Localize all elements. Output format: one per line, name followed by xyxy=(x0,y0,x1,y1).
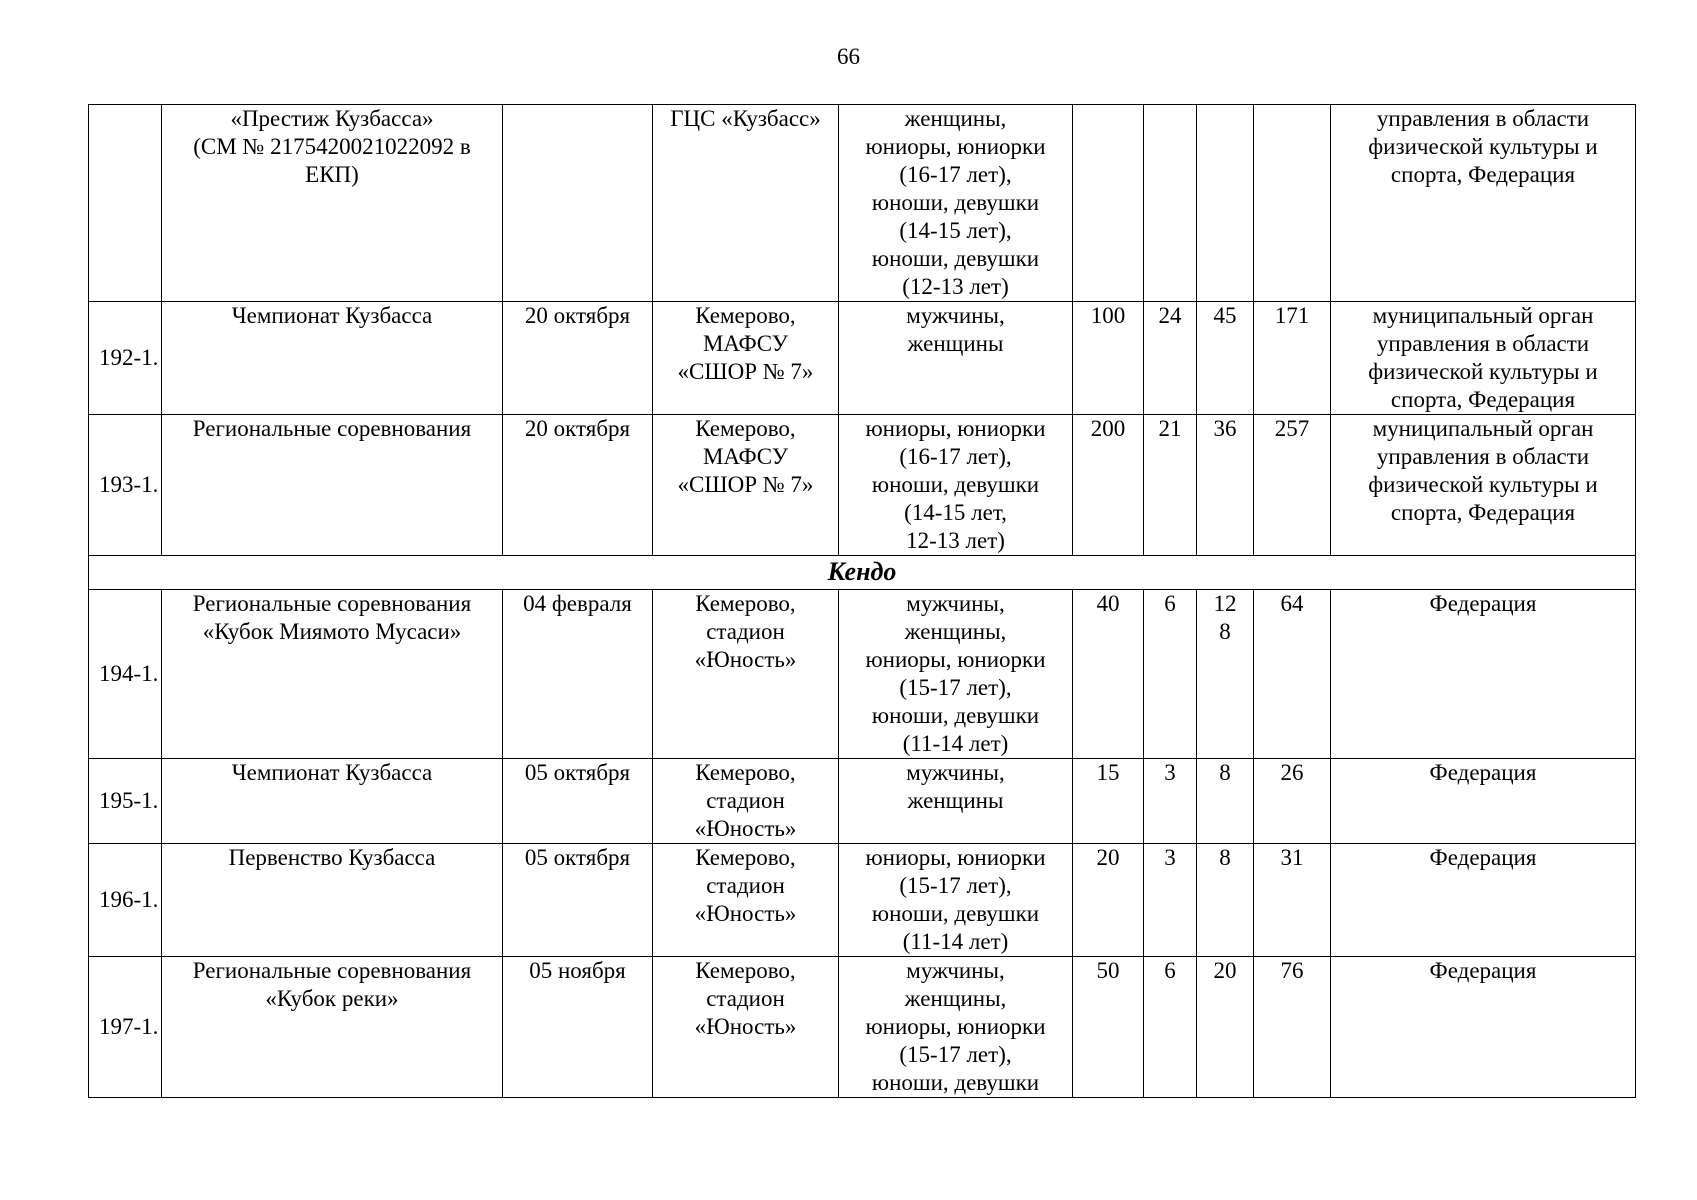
cell-line: 31 xyxy=(1280,845,1304,870)
cell-line: 05 ноября xyxy=(529,958,626,983)
cell-line: «СШОР № 7» xyxy=(677,472,814,497)
athletes-count-cell xyxy=(1073,415,1144,556)
table-row xyxy=(89,844,1636,957)
section-row xyxy=(89,556,1636,590)
cell-line: (16-17 лет), xyxy=(899,162,1012,187)
cell-line: 20 xyxy=(1096,845,1120,870)
athletes-count-cell xyxy=(1073,302,1144,415)
cell-line: Региональные соревнования xyxy=(192,416,472,441)
organizer-cell xyxy=(1331,844,1636,957)
officials-count-cell xyxy=(1197,590,1254,759)
athletes-count-cell xyxy=(1073,957,1144,1098)
total-count-cell xyxy=(1254,590,1331,759)
officials-count-cell xyxy=(1197,957,1254,1098)
row-number-cell: 196-1. xyxy=(89,844,162,957)
venue-cell xyxy=(653,844,839,957)
officials-count-cell xyxy=(1197,302,1254,415)
cell-line: мужчины, xyxy=(906,303,1005,328)
cell-line: 12-13 лет) xyxy=(906,528,1005,553)
cell-line: 8 xyxy=(1219,845,1231,870)
cell-line: 26 xyxy=(1280,760,1304,785)
row-number-cell: 194-1. xyxy=(89,590,162,759)
coaches-count-cell xyxy=(1144,590,1197,759)
row-number-cell: 197-1. xyxy=(89,957,162,1098)
cell-line: (11-14 лет) xyxy=(902,731,1009,756)
venue-cell xyxy=(653,105,839,302)
event-name-cell xyxy=(162,759,503,844)
cell-line: спорта, Федерация xyxy=(1390,387,1576,412)
cell-line: Чемпионат Кузбасса xyxy=(231,303,433,328)
officials-count-cell xyxy=(1197,844,1254,957)
cell-line: 76 xyxy=(1280,958,1304,983)
cell-line: «Юность» xyxy=(694,816,797,841)
participant-groups-cell xyxy=(839,105,1073,302)
athletes-count-cell xyxy=(1073,759,1144,844)
cell-line: 200 xyxy=(1090,416,1126,441)
participant-groups-cell xyxy=(839,415,1073,556)
cell-line: «Юность» xyxy=(694,901,797,926)
cell-line: стадион xyxy=(706,986,785,1011)
officials-count-cell xyxy=(1197,415,1254,556)
cell-line: Первенство Кузбасса xyxy=(228,845,436,870)
cell-line: 3 xyxy=(1164,760,1176,785)
cell-line: Чемпионат Кузбасса xyxy=(231,760,433,785)
table-row xyxy=(89,302,1636,415)
cell-line: спорта, Федерация xyxy=(1390,500,1576,525)
table-row xyxy=(89,957,1636,1098)
venue-cell xyxy=(653,302,839,415)
coaches-count-cell xyxy=(1144,415,1197,556)
cell-line: спорта, Федерация xyxy=(1390,162,1576,187)
cell-line: женщины, xyxy=(904,619,1007,644)
date-cell xyxy=(503,957,653,1098)
cell-line: 04 февраля xyxy=(523,591,632,616)
event-name-cell xyxy=(162,590,503,759)
coaches-count-cell xyxy=(1144,957,1197,1098)
cell-line: 6 xyxy=(1164,958,1176,983)
cell-line: управления в области xyxy=(1376,444,1590,469)
cell-line: 8 xyxy=(1219,760,1231,785)
cell-line: физической культуры и xyxy=(1368,134,1598,159)
total-count-cell xyxy=(1254,844,1331,957)
cell-line: женщины, xyxy=(904,986,1007,1011)
cell-line: мужчины, xyxy=(906,591,1005,616)
cell-line: 100 xyxy=(1090,303,1126,328)
participant-groups-cell xyxy=(839,844,1073,957)
cell-line: «Кубок Миямото Мусаси» xyxy=(202,619,462,644)
cell-line: 12 xyxy=(1213,591,1237,616)
cell-line: Кемерово, xyxy=(695,416,796,441)
cell-line: Кемерово, xyxy=(695,958,796,983)
event-name-cell xyxy=(162,844,503,957)
cell-line: Региональные соревнования xyxy=(192,958,472,983)
participant-groups-cell xyxy=(839,759,1073,844)
cell-line: юноши, девушки xyxy=(871,246,1040,271)
cell-line: 257 xyxy=(1274,416,1310,441)
cell-line: юноши, девушки xyxy=(871,901,1040,926)
cell-line: женщины xyxy=(907,788,1004,813)
event-name-cell xyxy=(162,105,503,302)
cell-line: Кемерово, xyxy=(695,760,796,785)
cell-line: мужчины, xyxy=(906,958,1005,983)
date-cell xyxy=(503,302,653,415)
participant-groups-cell xyxy=(839,302,1073,415)
cell-line: (11-14 лет) xyxy=(902,929,1009,954)
cell-line: 6 xyxy=(1164,591,1176,616)
table-row xyxy=(89,415,1636,556)
organizer-cell xyxy=(1331,590,1636,759)
event-name-cell xyxy=(162,302,503,415)
cell-line: юниоры, юниорки xyxy=(865,845,1046,870)
total-count-cell xyxy=(1254,957,1331,1098)
cell-line: 20 октября xyxy=(524,416,631,441)
cell-line: управления в области xyxy=(1376,331,1590,356)
athletes-count-cell xyxy=(1073,590,1144,759)
table-body xyxy=(89,105,1636,1098)
table-row xyxy=(89,759,1636,844)
cell-line: 171 xyxy=(1274,303,1310,328)
cell-line: МАФСУ xyxy=(702,331,789,356)
participant-groups-cell xyxy=(839,957,1073,1098)
cell-line: Федерация xyxy=(1429,845,1537,870)
coaches-count-cell xyxy=(1144,844,1197,957)
cell-line: юниоры, юниорки xyxy=(865,416,1046,441)
date-cell xyxy=(503,844,653,957)
cell-line: «Юность» xyxy=(694,1014,797,1039)
cell-line: стадион xyxy=(706,788,785,813)
cell-line: 50 xyxy=(1096,958,1120,983)
cell-line: 64 xyxy=(1280,591,1304,616)
organizer-cell xyxy=(1331,105,1636,302)
cell-line: управления в области xyxy=(1376,106,1590,131)
cell-line: «Кубок реки» xyxy=(265,986,399,1011)
athletes-count-cell xyxy=(1073,844,1144,957)
cell-line: 36 xyxy=(1213,416,1237,441)
cell-line: стадион xyxy=(706,619,785,644)
event-name-cell xyxy=(162,415,503,556)
cell-line: юноши, девушки xyxy=(871,190,1040,215)
cell-line: МАФСУ xyxy=(702,444,789,469)
cell-line: ГЦС «Кузбасс» xyxy=(670,106,821,131)
cell-line: 20 октября xyxy=(524,303,631,328)
cell-line: мужчины, xyxy=(906,760,1005,785)
cell-line: (СМ № 2175420021022092 в xyxy=(193,134,471,159)
cell-line: юниоры, юниорки xyxy=(865,1014,1046,1039)
organizer-cell xyxy=(1331,957,1636,1098)
date-cell xyxy=(503,415,653,556)
cell-line: Кемерово, xyxy=(695,303,796,328)
cell-line: Федерация xyxy=(1429,958,1537,983)
cell-line: 20 xyxy=(1213,958,1237,983)
venue-cell xyxy=(653,759,839,844)
cell-line: 8 xyxy=(1219,619,1231,644)
table-row xyxy=(89,105,1636,302)
total-count-cell xyxy=(1254,759,1331,844)
row-number-cell xyxy=(89,105,162,302)
athletes-count-cell xyxy=(1073,105,1144,302)
section-heading: Кендо xyxy=(89,556,1636,590)
cell-line: Кемерово, xyxy=(695,591,796,616)
cell-line: муниципальный орган xyxy=(1372,416,1594,441)
cell-line: (15-17 лет), xyxy=(899,873,1012,898)
organizer-cell xyxy=(1331,759,1636,844)
cell-line: 15 xyxy=(1096,760,1120,785)
cell-line: 05 октября xyxy=(524,760,631,785)
cell-line: юниоры, юниорки xyxy=(865,134,1046,159)
cell-line: «Престиж Кузбасса» xyxy=(230,106,434,131)
cell-line: (15-17 лет), xyxy=(899,1042,1012,1067)
date-cell xyxy=(503,105,653,302)
cell-line: физической культуры и xyxy=(1368,359,1598,384)
cell-line: Федерация xyxy=(1429,760,1537,785)
cell-line: юниоры, юниорки xyxy=(865,647,1046,672)
row-number-cell: 195-1. xyxy=(89,759,162,844)
venue-cell xyxy=(653,415,839,556)
venue-cell xyxy=(653,590,839,759)
cell-line: 3 xyxy=(1164,845,1176,870)
cell-line: Кемерово, xyxy=(695,845,796,870)
row-number-cell: 193-1. xyxy=(89,415,162,556)
cell-line: юноши, девушки xyxy=(871,703,1040,728)
row-number-cell: 192-1. xyxy=(89,302,162,415)
cell-line: (14-15 лет, xyxy=(904,500,1007,525)
participant-groups-cell xyxy=(839,590,1073,759)
cell-line: женщины xyxy=(907,331,1004,356)
cell-line: женщины, xyxy=(904,106,1007,131)
cell-line: (15-17 лет), xyxy=(899,675,1012,700)
officials-count-cell xyxy=(1197,105,1254,302)
cell-line: (16-17 лет), xyxy=(899,444,1012,469)
cell-line: 21 xyxy=(1158,416,1182,441)
cell-line: Региональные соревнования xyxy=(192,591,472,616)
coaches-count-cell xyxy=(1144,302,1197,415)
total-count-cell xyxy=(1254,415,1331,556)
cell-line: юноши, девушки xyxy=(871,1070,1040,1095)
cell-line: 05 октября xyxy=(524,845,631,870)
cell-line: 40 xyxy=(1096,591,1120,616)
organizer-cell xyxy=(1331,415,1636,556)
cell-line: 45 xyxy=(1213,303,1237,328)
cell-line: (12-13 лет) xyxy=(902,274,1009,299)
cell-line: физической культуры и xyxy=(1368,472,1598,497)
cell-line: «Юность» xyxy=(694,647,797,672)
table-row xyxy=(89,590,1636,759)
cell-line: (14-15 лет), xyxy=(899,218,1012,243)
cell-line: «СШОР № 7» xyxy=(677,359,814,384)
organizer-cell xyxy=(1331,302,1636,415)
page-number: 66 xyxy=(837,44,860,69)
venue-cell xyxy=(653,957,839,1098)
coaches-count-cell xyxy=(1144,105,1197,302)
cell-line: муниципальный орган xyxy=(1372,303,1594,328)
event-name-cell xyxy=(162,957,503,1098)
officials-count-cell xyxy=(1197,759,1254,844)
date-cell xyxy=(503,590,653,759)
cell-line: ЕКП) xyxy=(305,162,359,187)
cell-line: Федерация xyxy=(1429,591,1537,616)
coaches-count-cell xyxy=(1144,759,1197,844)
events-table xyxy=(88,104,1636,1098)
total-count-cell xyxy=(1254,302,1331,415)
cell-line: юноши, девушки xyxy=(871,472,1040,497)
cell-line: стадион xyxy=(706,873,785,898)
cell-line: 24 xyxy=(1158,303,1182,328)
total-count-cell xyxy=(1254,105,1331,302)
date-cell xyxy=(503,759,653,844)
